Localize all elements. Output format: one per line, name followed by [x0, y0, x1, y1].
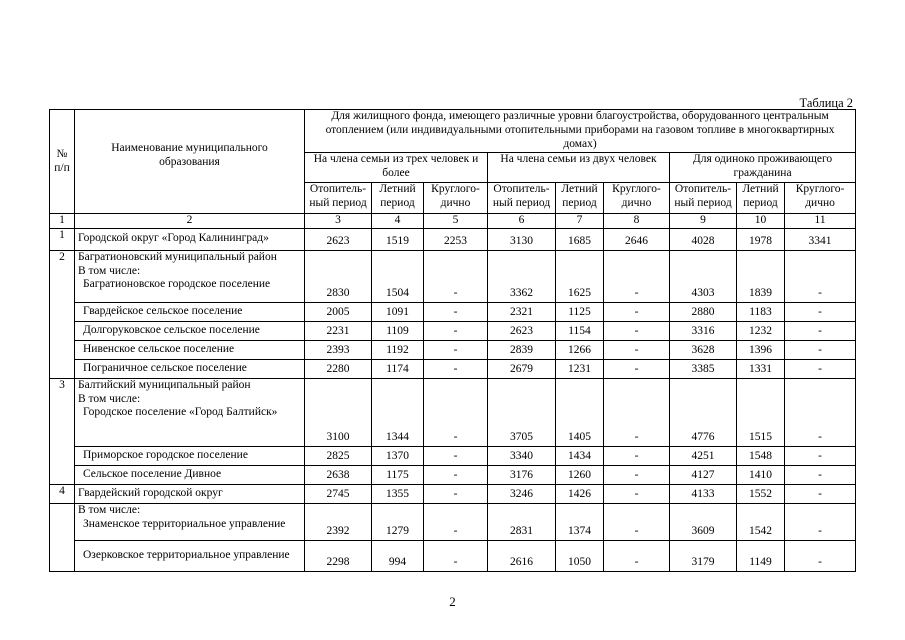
- value-cell: -: [604, 446, 670, 465]
- value-cell: 2298: [305, 540, 372, 571]
- value-cell: 2638: [305, 465, 372, 484]
- value-cell: 1344: [372, 378, 424, 446]
- district-name: Багратионовский муниципальный район: [78, 250, 277, 263]
- row-number: [50, 446, 75, 465]
- table-row: [50, 503, 856, 540]
- column-number: 1: [50, 214, 75, 229]
- value-cell: -: [424, 321, 488, 340]
- column-number: 2: [75, 214, 305, 229]
- value-cell: -: [604, 359, 670, 378]
- row-number: 4: [50, 484, 75, 503]
- value-cell: 1355: [372, 484, 424, 503]
- value-cell: 1174: [372, 359, 424, 378]
- value-cell: 3628: [670, 340, 737, 359]
- value-cell: 2623: [305, 228, 372, 250]
- value-cell: 2880: [670, 302, 737, 321]
- value-cell: 4251: [670, 446, 737, 465]
- value-cell: 1279: [372, 503, 424, 540]
- header-year-round: Круглого-дично: [785, 183, 856, 214]
- header-family-two: На члена семьи из двух человек: [488, 153, 670, 183]
- value-cell: -: [424, 340, 488, 359]
- header-number: № п/п: [50, 110, 75, 214]
- value-cell: 3316: [670, 321, 737, 340]
- value-cell: 1231: [556, 359, 604, 378]
- row-number: [50, 340, 75, 359]
- value-cell: 1192: [372, 340, 424, 359]
- value-cell: 2679: [488, 359, 556, 378]
- value-cell: 2231: [305, 321, 372, 340]
- value-cell: 2825: [305, 446, 372, 465]
- column-number: 4: [372, 214, 424, 229]
- value-cell: -: [424, 250, 488, 302]
- header-summer-period: Летний период: [556, 183, 604, 214]
- value-cell: -: [785, 378, 856, 446]
- value-cell: -: [785, 359, 856, 378]
- value-cell: -: [604, 503, 670, 540]
- header-year-round: Круглого-дично: [604, 183, 670, 214]
- header-heating-period: Отопитель-ный период: [488, 183, 556, 214]
- value-cell: 1515: [737, 378, 785, 446]
- municipality-cell: [75, 302, 305, 321]
- municipality-cell: [75, 359, 305, 378]
- value-cell: 3362: [488, 250, 556, 302]
- row-number: 1: [50, 228, 75, 250]
- value-cell: -: [604, 302, 670, 321]
- row-number: [50, 540, 75, 571]
- municipality-name: Гвардейский городской округ: [78, 486, 223, 499]
- municipality-name: Багратионовское городское поселение: [83, 278, 271, 291]
- value-cell: -: [424, 359, 488, 378]
- value-cell: 4133: [670, 484, 737, 503]
- value-cell: 2005: [305, 302, 372, 321]
- value-cell: 1548: [737, 446, 785, 465]
- row-number: 2: [50, 250, 75, 302]
- value-cell: 994: [372, 540, 424, 571]
- value-cell: -: [785, 321, 856, 340]
- municipality-name: Городской округ «Город Калининград»: [78, 232, 269, 245]
- table-row: [50, 359, 856, 378]
- tariff-table: [49, 109, 856, 572]
- value-cell: 1396: [737, 340, 785, 359]
- municipality-cell: [75, 503, 305, 540]
- district-name: Балтийский муниципальный район: [78, 378, 251, 391]
- value-cell: 1149: [737, 540, 785, 571]
- row-number: [50, 465, 75, 484]
- table-row: [50, 378, 856, 446]
- value-cell: 3130: [488, 228, 556, 250]
- value-cell: -: [424, 446, 488, 465]
- value-cell: 1331: [737, 359, 785, 378]
- value-cell: 1978: [737, 228, 785, 250]
- value-cell: 1542: [737, 503, 785, 540]
- header-heating-period: Отопитель-ный период: [670, 183, 737, 214]
- including-label: В том числе:: [78, 392, 141, 405]
- value-cell: -: [424, 302, 488, 321]
- table-row: [50, 228, 856, 250]
- municipality-name: Городское поселение «Город Балтийск»: [83, 406, 278, 419]
- header-name: Наименование муниципального образования: [75, 110, 305, 214]
- municipality-name: Знаменское территориальное управление: [83, 517, 286, 530]
- header-summer-period: Летний период: [372, 183, 424, 214]
- value-cell: -: [785, 302, 856, 321]
- municipality-cell: [75, 250, 305, 302]
- municipality-name: Приморское городское поселение: [83, 448, 248, 461]
- value-cell: 1685: [556, 228, 604, 250]
- value-cell: 1125: [556, 302, 604, 321]
- value-cell: -: [785, 503, 856, 540]
- value-cell: -: [604, 321, 670, 340]
- value-cell: -: [785, 465, 856, 484]
- including-label: В том числе:: [78, 503, 141, 516]
- municipality-name: Нивенское сельское поселение: [83, 342, 235, 355]
- header-group-title: Для жилищного фонда, имеющего различные уровни благоустройства, оборудованного центральным отоплением (или индивидуальными отопительными приборами на газовом топливе в многоквартирных домах): [305, 110, 856, 153]
- municipality-cell: [75, 378, 305, 446]
- value-cell: 1552: [737, 484, 785, 503]
- value-cell: 1405: [556, 378, 604, 446]
- table-row: [50, 446, 856, 465]
- value-cell: 2623: [488, 321, 556, 340]
- value-cell: -: [604, 540, 670, 571]
- value-cell: 3341: [785, 228, 856, 250]
- value-cell: 1266: [556, 340, 604, 359]
- municipality-name: Озерковское территориальное управление: [83, 548, 290, 561]
- value-cell: -: [604, 378, 670, 446]
- value-cell: 4303: [670, 250, 737, 302]
- value-cell: -: [424, 484, 488, 503]
- value-cell: 1175: [372, 465, 424, 484]
- column-number: 5: [424, 214, 488, 229]
- municipality-name: Долгоруковское сельское поселение: [83, 323, 260, 336]
- table-row: [50, 484, 856, 503]
- value-cell: 3179: [670, 540, 737, 571]
- value-cell: 1260: [556, 465, 604, 484]
- value-cell: 1839: [737, 250, 785, 302]
- value-cell: 3246: [488, 484, 556, 503]
- value-cell: 1625: [556, 250, 604, 302]
- column-number: 10: [737, 214, 785, 229]
- value-cell: -: [785, 540, 856, 571]
- value-cell: 3100: [305, 378, 372, 446]
- municipality-cell: [75, 228, 305, 250]
- row-number: [50, 503, 75, 540]
- value-cell: -: [424, 378, 488, 446]
- value-cell: 4028: [670, 228, 737, 250]
- header-single: Для одиноко проживающего гражданина: [670, 153, 856, 183]
- value-cell: 3609: [670, 503, 737, 540]
- table-row: [50, 302, 856, 321]
- value-cell: 2646: [604, 228, 670, 250]
- column-number: 8: [604, 214, 670, 229]
- value-cell: -: [604, 340, 670, 359]
- header-summer-period: Летний период: [737, 183, 785, 214]
- value-cell: 3385: [670, 359, 737, 378]
- municipality-name: Гвардейское сельское поселение: [83, 304, 243, 317]
- value-cell: 1050: [556, 540, 604, 571]
- value-cell: 1519: [372, 228, 424, 250]
- value-cell: -: [424, 465, 488, 484]
- column-number: 6: [488, 214, 556, 229]
- header-family-three: На члена семьи из трех человек и более: [305, 153, 488, 183]
- value-cell: -: [604, 250, 670, 302]
- table-row: [50, 540, 856, 571]
- column-number: 9: [670, 214, 737, 229]
- value-cell: -: [604, 484, 670, 503]
- value-cell: 2831: [488, 503, 556, 540]
- value-cell: 2745: [305, 484, 372, 503]
- municipality-cell: [75, 340, 305, 359]
- value-cell: -: [785, 484, 856, 503]
- value-cell: -: [424, 503, 488, 540]
- row-number: 3: [50, 378, 75, 446]
- value-cell: -: [424, 540, 488, 571]
- value-cell: 2616: [488, 540, 556, 571]
- value-cell: 4127: [670, 465, 737, 484]
- row-number: [50, 302, 75, 321]
- column-number: 7: [556, 214, 604, 229]
- header-year-round: Круглого-дично: [424, 183, 488, 214]
- value-cell: 4776: [670, 378, 737, 446]
- row-number: [50, 359, 75, 378]
- value-cell: 3176: [488, 465, 556, 484]
- value-cell: 1154: [556, 321, 604, 340]
- value-cell: 2839: [488, 340, 556, 359]
- table-row: [50, 321, 856, 340]
- column-numbers-row: [50, 214, 856, 229]
- including-label: В том числе:: [78, 264, 141, 277]
- value-cell: 1374: [556, 503, 604, 540]
- municipality-name: Сельское поселение Дивное: [83, 467, 222, 480]
- municipality-cell: [75, 446, 305, 465]
- value-cell: -: [604, 465, 670, 484]
- municipality-name: Пограничное сельское поселение: [83, 361, 247, 374]
- value-cell: 1504: [372, 250, 424, 302]
- page-number: 2: [449, 594, 456, 609]
- value-cell: -: [785, 446, 856, 465]
- municipality-cell: [75, 484, 305, 503]
- header-heating-period: Отопитель-ный период: [305, 183, 372, 214]
- value-cell: -: [785, 250, 856, 302]
- value-cell: 2830: [305, 250, 372, 302]
- value-cell: 2280: [305, 359, 372, 378]
- value-cell: 1410: [737, 465, 785, 484]
- row-number: [50, 321, 75, 340]
- column-number: 11: [785, 214, 856, 229]
- value-cell: 1232: [737, 321, 785, 340]
- value-cell: 1091: [372, 302, 424, 321]
- value-cell: -: [785, 340, 856, 359]
- value-cell: 2321: [488, 302, 556, 321]
- value-cell: 1183: [737, 302, 785, 321]
- value-cell: 2393: [305, 340, 372, 359]
- column-number: 3: [305, 214, 372, 229]
- value-cell: 2253: [424, 228, 488, 250]
- value-cell: 2392: [305, 503, 372, 540]
- table-row: [50, 465, 856, 484]
- table-caption: Таблица 2: [799, 96, 853, 110]
- value-cell: 3340: [488, 446, 556, 465]
- value-cell: 1370: [372, 446, 424, 465]
- value-cell: 1109: [372, 321, 424, 340]
- value-cell: 1426: [556, 484, 604, 503]
- value-cell: 1434: [556, 446, 604, 465]
- table-row: [50, 250, 856, 302]
- municipality-cell: [75, 321, 305, 340]
- municipality-cell: [75, 540, 305, 571]
- value-cell: 3705: [488, 378, 556, 446]
- municipality-cell: [75, 465, 305, 484]
- table-row: [50, 340, 856, 359]
